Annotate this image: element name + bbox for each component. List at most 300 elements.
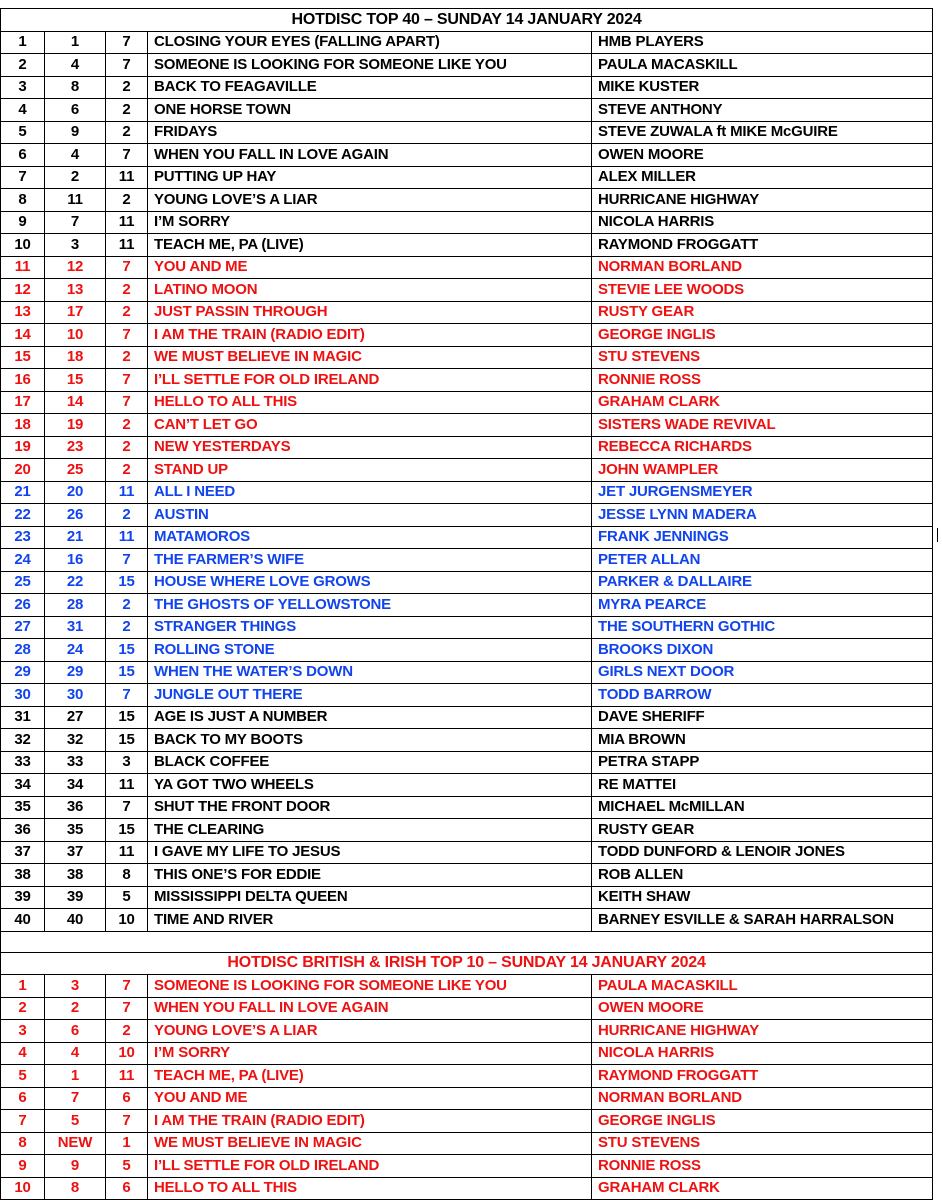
top40-row bbox=[1, 369, 933, 392]
top40-row bbox=[1, 414, 933, 437]
weeks-cell: 15 bbox=[106, 729, 148, 752]
last-week-cell: 4 bbox=[45, 54, 106, 77]
artist-cell: THE SOUTHERN GOTHIC bbox=[592, 616, 933, 639]
last-week-cell: 30 bbox=[45, 684, 106, 707]
top10-title: HOTDISC BRITISH & IRISH TOP 10 – SUNDAY 14 JANUARY 2024 bbox=[1, 952, 933, 975]
song-title-cell: MATAMOROS bbox=[148, 526, 592, 549]
artist-cell: MICHAEL McMILLAN bbox=[592, 796, 933, 819]
last-week-cell: 4 bbox=[45, 1042, 106, 1065]
position-cell: 26 bbox=[1, 594, 45, 617]
artist-cell: HMB PLAYERS bbox=[592, 31, 933, 54]
position-cell: 22 bbox=[1, 504, 45, 527]
weeks-cell: 2 bbox=[106, 459, 148, 482]
artist-cell: MIA BROWN bbox=[592, 729, 933, 752]
position-cell: 3 bbox=[1, 1020, 45, 1043]
top40-row bbox=[1, 301, 933, 324]
position-cell: 9 bbox=[1, 211, 45, 234]
position-cell: 10 bbox=[1, 1177, 45, 1200]
song-title-cell: THE FARMER’S WIFE bbox=[148, 549, 592, 572]
last-week-cell: 9 bbox=[45, 1155, 106, 1178]
position-cell: 21 bbox=[1, 481, 45, 504]
artist-cell: ROB ALLEN bbox=[592, 864, 933, 887]
last-week-cell: 27 bbox=[45, 706, 106, 729]
artist-cell: GRAHAM CLARK bbox=[592, 391, 933, 414]
weeks-cell: 3 bbox=[106, 751, 148, 774]
artist-cell: RONNIE ROSS bbox=[592, 369, 933, 392]
last-week-cell: 16 bbox=[45, 549, 106, 572]
weeks-cell: 2 bbox=[106, 504, 148, 527]
top40-row bbox=[1, 571, 933, 594]
top10-row bbox=[1, 1110, 933, 1133]
position-cell: 18 bbox=[1, 414, 45, 437]
song-title-cell: CAN’T LET GO bbox=[148, 414, 592, 437]
last-week-cell: 38 bbox=[45, 864, 106, 887]
last-week-cell: 40 bbox=[45, 909, 106, 932]
song-title-cell: WHEN YOU FALL IN LOVE AGAIN bbox=[148, 997, 592, 1020]
weeks-cell: 7 bbox=[106, 391, 148, 414]
top40-row bbox=[1, 864, 933, 887]
weeks-cell: 11 bbox=[106, 234, 148, 257]
last-week-cell: 10 bbox=[45, 324, 106, 347]
chart-body bbox=[1, 9, 933, 1200]
song-title-cell: SOMEONE IS LOOKING FOR SOMEONE LIKE YOU bbox=[148, 975, 592, 998]
top40-row bbox=[1, 684, 933, 707]
song-title-cell: STRANGER THINGS bbox=[148, 616, 592, 639]
text-cursor bbox=[937, 528, 938, 542]
top40-row bbox=[1, 324, 933, 347]
position-cell: 4 bbox=[1, 1042, 45, 1065]
position-cell: 3 bbox=[1, 76, 45, 99]
song-title-cell: FRIDAYS bbox=[148, 121, 592, 144]
top10-row bbox=[1, 1065, 933, 1088]
artist-cell: PAULA MACASKILL bbox=[592, 54, 933, 77]
weeks-cell: 15 bbox=[106, 819, 148, 842]
weeks-cell: 8 bbox=[106, 864, 148, 887]
position-cell: 31 bbox=[1, 706, 45, 729]
position-cell: 28 bbox=[1, 639, 45, 662]
artist-cell: NORMAN BORLAND bbox=[592, 256, 933, 279]
song-title-cell: BLACK COFFEE bbox=[148, 751, 592, 774]
last-week-cell: 6 bbox=[45, 1020, 106, 1043]
position-cell: 1 bbox=[1, 975, 45, 998]
position-cell: 29 bbox=[1, 661, 45, 684]
position-cell: 36 bbox=[1, 819, 45, 842]
position-cell: 19 bbox=[1, 436, 45, 459]
position-cell: 8 bbox=[1, 189, 45, 212]
weeks-cell: 11 bbox=[106, 166, 148, 189]
song-title-cell: I’LL SETTLE FOR OLD IRELAND bbox=[148, 369, 592, 392]
last-week-cell: 24 bbox=[45, 639, 106, 662]
song-title-cell: I AM THE TRAIN (RADIO EDIT) bbox=[148, 324, 592, 347]
weeks-cell: 7 bbox=[106, 54, 148, 77]
song-title-cell: BACK TO FEAGAVILLE bbox=[148, 76, 592, 99]
artist-cell: STU STEVENS bbox=[592, 346, 933, 369]
position-cell: 11 bbox=[1, 256, 45, 279]
song-title-cell: I’M SORRY bbox=[148, 211, 592, 234]
artist-cell: OWEN MOORE bbox=[592, 997, 933, 1020]
weeks-cell: 2 bbox=[106, 594, 148, 617]
artist-cell: GRAHAM CLARK bbox=[592, 1177, 933, 1200]
song-title-cell: SHUT THE FRONT DOOR bbox=[148, 796, 592, 819]
artist-cell: RUSTY GEAR bbox=[592, 819, 933, 842]
top10-row bbox=[1, 997, 933, 1020]
weeks-cell: 11 bbox=[106, 211, 148, 234]
position-cell: 17 bbox=[1, 391, 45, 414]
last-week-cell: NEW bbox=[45, 1132, 106, 1155]
last-week-cell: 39 bbox=[45, 886, 106, 909]
position-cell: 39 bbox=[1, 886, 45, 909]
weeks-cell: 15 bbox=[106, 661, 148, 684]
artist-cell: TODD BARROW bbox=[592, 684, 933, 707]
top40-row bbox=[1, 391, 933, 414]
top40-row bbox=[1, 526, 933, 549]
artist-cell: JOHN WAMPLER bbox=[592, 459, 933, 482]
weeks-cell: 6 bbox=[106, 1177, 148, 1200]
weeks-cell: 11 bbox=[106, 481, 148, 504]
top40-row bbox=[1, 144, 933, 167]
artist-cell: JESSE LYNN MADERA bbox=[592, 504, 933, 527]
weeks-cell: 10 bbox=[106, 1042, 148, 1065]
weeks-cell: 5 bbox=[106, 1155, 148, 1178]
section-gap-row bbox=[1, 931, 933, 952]
last-week-cell: 29 bbox=[45, 661, 106, 684]
top40-row bbox=[1, 76, 933, 99]
position-cell: 25 bbox=[1, 571, 45, 594]
position-cell: 6 bbox=[1, 144, 45, 167]
last-week-cell: 1 bbox=[45, 31, 106, 54]
song-title-cell: HELLO TO ALL THIS bbox=[148, 1177, 592, 1200]
last-week-cell: 28 bbox=[45, 594, 106, 617]
position-cell: 37 bbox=[1, 841, 45, 864]
artist-cell: JET JURGENSMEYER bbox=[592, 481, 933, 504]
artist-cell: PARKER & DALLAIRE bbox=[592, 571, 933, 594]
top40-row bbox=[1, 99, 933, 122]
artist-cell: MIKE KUSTER bbox=[592, 76, 933, 99]
top10-row bbox=[1, 1020, 933, 1043]
last-week-cell: 34 bbox=[45, 774, 106, 797]
song-title-cell: AUSTIN bbox=[148, 504, 592, 527]
chart-table bbox=[0, 8, 933, 1200]
top40-row bbox=[1, 256, 933, 279]
song-title-cell: YOU AND ME bbox=[148, 256, 592, 279]
position-cell: 1 bbox=[1, 31, 45, 54]
song-title-cell: YOUNG LOVE’S A LIAR bbox=[148, 1020, 592, 1043]
top40-row bbox=[1, 436, 933, 459]
artist-cell: KEITH SHAW bbox=[592, 886, 933, 909]
position-cell: 24 bbox=[1, 549, 45, 572]
weeks-cell: 5 bbox=[106, 886, 148, 909]
position-cell: 20 bbox=[1, 459, 45, 482]
position-cell: 2 bbox=[1, 54, 45, 77]
song-title-cell: WHEN YOU FALL IN LOVE AGAIN bbox=[148, 144, 592, 167]
last-week-cell: 1 bbox=[45, 1065, 106, 1088]
artist-cell: GIRLS NEXT DOOR bbox=[592, 661, 933, 684]
last-week-cell: 2 bbox=[45, 997, 106, 1020]
position-cell: 9 bbox=[1, 1155, 45, 1178]
artist-cell: SISTERS WADE REVIVAL bbox=[592, 414, 933, 437]
last-week-cell: 7 bbox=[45, 211, 106, 234]
last-week-cell: 2 bbox=[45, 166, 106, 189]
artist-cell: GEORGE INGLIS bbox=[592, 324, 933, 347]
top40-row bbox=[1, 729, 933, 752]
weeks-cell: 2 bbox=[106, 346, 148, 369]
weeks-cell: 7 bbox=[106, 975, 148, 998]
artist-cell: STEVE ANTHONY bbox=[592, 99, 933, 122]
weeks-cell: 1 bbox=[106, 1132, 148, 1155]
song-title-cell: THE GHOSTS OF YELLOWSTONE bbox=[148, 594, 592, 617]
song-title-cell: THE CLEARING bbox=[148, 819, 592, 842]
position-cell: 32 bbox=[1, 729, 45, 752]
last-week-cell: 37 bbox=[45, 841, 106, 864]
artist-cell: BROOKS DIXON bbox=[592, 639, 933, 662]
artist-cell: PETER ALLAN bbox=[592, 549, 933, 572]
top40-row bbox=[1, 279, 933, 302]
song-title-cell: YOUNG LOVE’S A LIAR bbox=[148, 189, 592, 212]
song-title-cell: HOUSE WHERE LOVE GROWS bbox=[148, 571, 592, 594]
song-title-cell: TEACH ME, PA (LIVE) bbox=[148, 1065, 592, 1088]
song-title-cell: WE MUST BELIEVE IN MAGIC bbox=[148, 1132, 592, 1155]
weeks-cell: 2 bbox=[106, 616, 148, 639]
song-title-cell: JUST PASSIN THROUGH bbox=[148, 301, 592, 324]
weeks-cell: 7 bbox=[106, 324, 148, 347]
position-cell: 7 bbox=[1, 166, 45, 189]
artist-cell: REBECCA RICHARDS bbox=[592, 436, 933, 459]
position-cell: 38 bbox=[1, 864, 45, 887]
song-title-cell: I GAVE MY LIFE TO JESUS bbox=[148, 841, 592, 864]
last-week-cell: 22 bbox=[45, 571, 106, 594]
top40-row bbox=[1, 346, 933, 369]
song-title-cell: TEACH ME, PA (LIVE) bbox=[148, 234, 592, 257]
position-cell: 12 bbox=[1, 279, 45, 302]
top40-row bbox=[1, 616, 933, 639]
top40-row bbox=[1, 31, 933, 54]
position-cell: 7 bbox=[1, 1110, 45, 1133]
last-week-cell: 17 bbox=[45, 301, 106, 324]
artist-cell: RONNIE ROSS bbox=[592, 1155, 933, 1178]
last-week-cell: 23 bbox=[45, 436, 106, 459]
top40-row bbox=[1, 54, 933, 77]
position-cell: 33 bbox=[1, 751, 45, 774]
top40-row bbox=[1, 481, 933, 504]
top40-row bbox=[1, 549, 933, 572]
weeks-cell: 2 bbox=[106, 76, 148, 99]
song-title-cell: SOMEONE IS LOOKING FOR SOMEONE LIKE YOU bbox=[148, 54, 592, 77]
section-gap bbox=[1, 931, 933, 952]
last-week-cell: 5 bbox=[45, 1110, 106, 1133]
artist-cell: HURRICANE HIGHWAY bbox=[592, 189, 933, 212]
artist-cell: DAVE SHERIFF bbox=[592, 706, 933, 729]
song-title-cell: I’LL SETTLE FOR OLD IRELAND bbox=[148, 1155, 592, 1178]
song-title-cell: LATINO MOON bbox=[148, 279, 592, 302]
weeks-cell: 2 bbox=[106, 301, 148, 324]
song-title-cell: WE MUST BELIEVE IN MAGIC bbox=[148, 346, 592, 369]
last-week-cell: 33 bbox=[45, 751, 106, 774]
last-week-cell: 21 bbox=[45, 526, 106, 549]
last-week-cell: 26 bbox=[45, 504, 106, 527]
last-week-cell: 19 bbox=[45, 414, 106, 437]
top40-row bbox=[1, 661, 933, 684]
artist-cell: RAYMOND FROGGATT bbox=[592, 1065, 933, 1088]
artist-cell: NICOLA HARRIS bbox=[592, 1042, 933, 1065]
top40-row bbox=[1, 796, 933, 819]
weeks-cell: 6 bbox=[106, 1087, 148, 1110]
weeks-cell: 2 bbox=[106, 279, 148, 302]
song-title-cell: YA GOT TWO WHEELS bbox=[148, 774, 592, 797]
top40-row bbox=[1, 774, 933, 797]
last-week-cell: 8 bbox=[45, 1177, 106, 1200]
song-title-cell: HELLO TO ALL THIS bbox=[148, 391, 592, 414]
weeks-cell: 7 bbox=[106, 997, 148, 1020]
last-week-cell: 4 bbox=[45, 144, 106, 167]
top40-row bbox=[1, 189, 933, 212]
top10-row bbox=[1, 1177, 933, 1200]
artist-cell: TODD DUNFORD & LENOIR JONES bbox=[592, 841, 933, 864]
weeks-cell: 7 bbox=[106, 369, 148, 392]
top40-row bbox=[1, 706, 933, 729]
last-week-cell: 31 bbox=[45, 616, 106, 639]
song-title-cell: YOU AND ME bbox=[148, 1087, 592, 1110]
song-title-cell: I’M SORRY bbox=[148, 1042, 592, 1065]
artist-cell: PETRA STAPP bbox=[592, 751, 933, 774]
artist-cell: PAULA MACASKILL bbox=[592, 975, 933, 998]
position-cell: 6 bbox=[1, 1087, 45, 1110]
last-week-cell: 18 bbox=[45, 346, 106, 369]
artist-cell: NICOLA HARRIS bbox=[592, 211, 933, 234]
weeks-cell: 11 bbox=[106, 526, 148, 549]
top40-title-row bbox=[1, 9, 933, 32]
top40-row bbox=[1, 751, 933, 774]
last-week-cell: 35 bbox=[45, 819, 106, 842]
song-title-cell: BACK TO MY BOOTS bbox=[148, 729, 592, 752]
last-week-cell: 15 bbox=[45, 369, 106, 392]
artist-cell: STEVIE LEE WOODS bbox=[592, 279, 933, 302]
top40-row bbox=[1, 841, 933, 864]
artist-cell: RUSTY GEAR bbox=[592, 301, 933, 324]
artist-cell: RE MATTEI bbox=[592, 774, 933, 797]
last-week-cell: 14 bbox=[45, 391, 106, 414]
top40-row bbox=[1, 121, 933, 144]
top10-row bbox=[1, 1087, 933, 1110]
weeks-cell: 11 bbox=[106, 841, 148, 864]
song-title-cell: WHEN THE WATER’S DOWN bbox=[148, 661, 592, 684]
artist-cell: FRANK JENNINGS bbox=[592, 526, 933, 549]
artist-cell: OWEN MOORE bbox=[592, 144, 933, 167]
artist-cell: MYRA PEARCE bbox=[592, 594, 933, 617]
top40-row bbox=[1, 594, 933, 617]
artist-cell: NORMAN BORLAND bbox=[592, 1087, 933, 1110]
song-title-cell: NEW YESTERDAYS bbox=[148, 436, 592, 459]
top10-row bbox=[1, 975, 933, 998]
top40-row bbox=[1, 211, 933, 234]
position-cell: 13 bbox=[1, 301, 45, 324]
last-week-cell: 6 bbox=[45, 99, 106, 122]
weeks-cell: 11 bbox=[106, 1065, 148, 1088]
top40-row bbox=[1, 234, 933, 257]
artist-cell: ALEX MILLER bbox=[592, 166, 933, 189]
position-cell: 40 bbox=[1, 909, 45, 932]
weeks-cell: 2 bbox=[106, 121, 148, 144]
position-cell: 16 bbox=[1, 369, 45, 392]
weeks-cell: 7 bbox=[106, 256, 148, 279]
weeks-cell: 2 bbox=[106, 414, 148, 437]
song-title-cell: CLOSING YOUR EYES (FALLING APART) bbox=[148, 31, 592, 54]
last-week-cell: 32 bbox=[45, 729, 106, 752]
weeks-cell: 7 bbox=[106, 1110, 148, 1133]
position-cell: 35 bbox=[1, 796, 45, 819]
last-week-cell: 25 bbox=[45, 459, 106, 482]
position-cell: 30 bbox=[1, 684, 45, 707]
top40-title: HOTDISC TOP 40 – SUNDAY 14 JANUARY 2024 bbox=[1, 9, 933, 32]
weeks-cell: 7 bbox=[106, 549, 148, 572]
top40-row bbox=[1, 166, 933, 189]
weeks-cell: 2 bbox=[106, 99, 148, 122]
top40-row bbox=[1, 639, 933, 662]
song-title-cell: THIS ONE’S FOR EDDIE bbox=[148, 864, 592, 887]
artist-cell: BARNEY ESVILLE & SARAH HARRALSON bbox=[592, 909, 933, 932]
position-cell: 8 bbox=[1, 1132, 45, 1155]
position-cell: 5 bbox=[1, 1065, 45, 1088]
weeks-cell: 7 bbox=[106, 31, 148, 54]
position-cell: 27 bbox=[1, 616, 45, 639]
top40-row bbox=[1, 909, 933, 932]
weeks-cell: 7 bbox=[106, 684, 148, 707]
artist-cell: STEVE ZUWALA ft MIKE McGUIRE bbox=[592, 121, 933, 144]
top10-row bbox=[1, 1155, 933, 1178]
song-title-cell: AGE IS JUST A NUMBER bbox=[148, 706, 592, 729]
last-week-cell: 13 bbox=[45, 279, 106, 302]
last-week-cell: 11 bbox=[45, 189, 106, 212]
weeks-cell: 15 bbox=[106, 571, 148, 594]
last-week-cell: 36 bbox=[45, 796, 106, 819]
top10-row bbox=[1, 1132, 933, 1155]
weeks-cell: 15 bbox=[106, 706, 148, 729]
top40-row bbox=[1, 819, 933, 842]
position-cell: 34 bbox=[1, 774, 45, 797]
artist-cell: HURRICANE HIGHWAY bbox=[592, 1020, 933, 1043]
position-cell: 15 bbox=[1, 346, 45, 369]
artist-cell: GEORGE INGLIS bbox=[592, 1110, 933, 1133]
last-week-cell: 8 bbox=[45, 76, 106, 99]
position-cell: 23 bbox=[1, 526, 45, 549]
weeks-cell: 7 bbox=[106, 144, 148, 167]
song-title-cell: TIME AND RIVER bbox=[148, 909, 592, 932]
weeks-cell: 2 bbox=[106, 1020, 148, 1043]
top40-row bbox=[1, 459, 933, 482]
last-week-cell: 7 bbox=[45, 1087, 106, 1110]
position-cell: 14 bbox=[1, 324, 45, 347]
weeks-cell: 7 bbox=[106, 796, 148, 819]
weeks-cell: 10 bbox=[106, 909, 148, 932]
top10-row bbox=[1, 1042, 933, 1065]
weeks-cell: 2 bbox=[106, 436, 148, 459]
last-week-cell: 9 bbox=[45, 121, 106, 144]
weeks-cell: 11 bbox=[106, 774, 148, 797]
position-cell: 2 bbox=[1, 997, 45, 1020]
last-week-cell: 3 bbox=[45, 234, 106, 257]
song-title-cell: ONE HORSE TOWN bbox=[148, 99, 592, 122]
song-title-cell: PUTTING UP HAY bbox=[148, 166, 592, 189]
song-title-cell: ALL I NEED bbox=[148, 481, 592, 504]
position-cell: 5 bbox=[1, 121, 45, 144]
weeks-cell: 15 bbox=[106, 639, 148, 662]
position-cell: 10 bbox=[1, 234, 45, 257]
song-title-cell: I AM THE TRAIN (RADIO EDIT) bbox=[148, 1110, 592, 1133]
top40-row bbox=[1, 504, 933, 527]
artist-cell: RAYMOND FROGGATT bbox=[592, 234, 933, 257]
last-week-cell: 3 bbox=[45, 975, 106, 998]
song-title-cell: JUNGLE OUT THERE bbox=[148, 684, 592, 707]
weeks-cell: 2 bbox=[106, 189, 148, 212]
